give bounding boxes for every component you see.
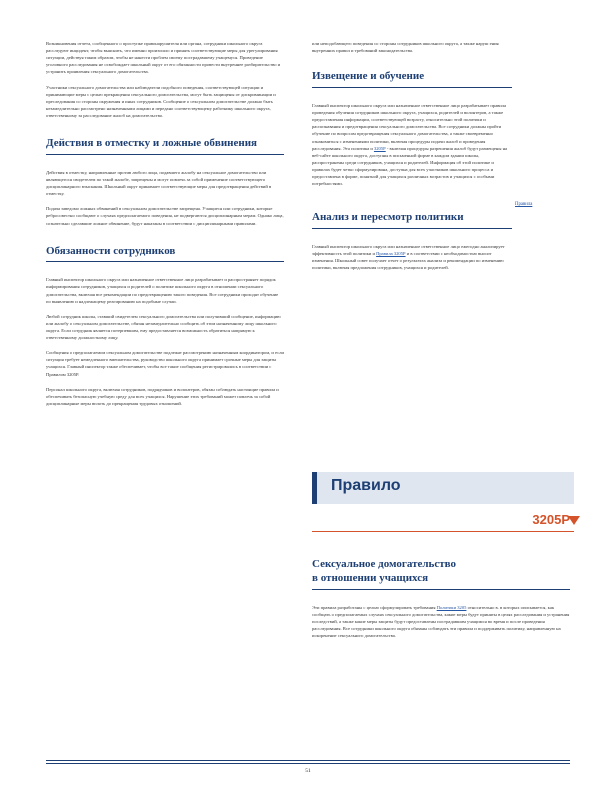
paragraph: Главный инспектор школьного округа или назначенное ответственное лицо разрабатывает и распространяет порядок информирования сотрудников, учащихся и родителей о политике школьного округа в отношении сексуального домогательства, включая все рекомендации по предотвращению такого поведения. Все сотрудники проходят обучение по выявлению и надлежащему реагированию на подобные случаи. xyxy=(46,277,279,304)
footer-divider xyxy=(46,760,570,761)
paragraph: Действия в отместку, направленные против любого лица, подавшего жалобу на сексуальное домогательство или являющегося свидетелем по такой жалобе, запрещены и могут повлечь за собой применение соответствующего дисциплинарного взыскания. Школьный округ принимает соответствующие меры для предотвращения действий в отместку. xyxy=(46,169,272,197)
paragraph: или неподобающего поведения со стороны сотрудников школьного округа, а также наруш ения внутренних правил и требований законодательства. xyxy=(312,41,499,54)
paragraph: Участники сексуального домогательства или наблюдатели подобного поведения, соответствующей ситуации и принимающие меры с целью прекращения сексуального домогательства, могут быть защищены от дискриминации и преследования со стороны окружения и иных сотрудников. Сообщение о сексуальном домогательстве должно быть незамедлительно рассмотрено назначенными лицами и передано соответствующему работнику школьного округа, ответственному за расследование жалоб на домогательство. xyxy=(46,84,276,118)
paragraph: Любой сотрудник школы, ставший свидетелем сексуального домогательства или получивший сообщение, информацию или жалобу о сексуальном домогательстве, обязан незамедлительно сообщить об этом назначенному лицу школьного округа. Если сотрудник является потерпевшим, ему предоставляется возможность обратиться напрямую к ответственному должностному лицу. xyxy=(46,313,281,341)
paragraph-text: Главный инспектор школьного округа или назначенное ответственное лицо разрабатывает правила проведения обучения сотрудников школьного округа, учащихся, родителей и волонтеров, а также предоставления информации, соответствующей возрасту, относительно этой политики и распознавания и предотвращения сексуального домогательства. Все сотрудники должны пройти обучение по вопросам предотвращения сексуального домогательства, а также своевременно ознакомиться с изменениями политики, включая процедуры подачи жалоб и проведения расследования. Эта политика и xyxy=(312,102,507,151)
rule-3205r-link[interactable]: Правила 3205Р xyxy=(376,251,406,257)
section-heading-notice-training: Извещение и обучение xyxy=(312,70,512,88)
right-column-lower xyxy=(312,558,570,647)
paragraph xyxy=(312,243,512,271)
divider xyxy=(312,531,574,532)
page-number: 51 xyxy=(305,768,311,774)
paragraph: Подача заведомо ложных обвинений в сексуальном домогательстве запрещена. Учащиеся или сотрудники, которые ребросовестно сообщают о случаях предполагаемого поведения, не подвергаются дисциплинарным мерам. Однако лица, сознательно сделавшие ложное обвинение, будут наказаны в соответствии с дисциплинарными правилами. xyxy=(46,206,284,226)
down-arrow-icon xyxy=(568,516,580,525)
section-heading-sexual-harassment: Сексуальное домогательство в отношении учащихся xyxy=(312,558,570,590)
side-rule-link[interactable]: Правила xyxy=(515,202,533,207)
paragraph-text: и в соответствии с необходимостью вносит изменения. Школьный совет получает отчет о результатах анализа и рекомендации по изменению политики, включая предложения сотрудников, учащихся и родителей. xyxy=(312,251,504,271)
rule-banner-label: Правило xyxy=(331,477,401,494)
section-heading-false-accusations: Действия в отместку и ложные обвинения xyxy=(46,137,284,155)
section-heading-analysis-review: Анализ и пересмотр политики xyxy=(312,211,512,229)
paragraph-text: - включая процедуры разрешения жалоб будут размещены на веб-сайте школьного округа, доступны в письменной форме в каждом здании школы, распространены среди сотрудников, учащихся и родителей. Информация об этой политике и правилах будет четко сформулирована, доступна для всех участников школьного процесса и предоставлена в форме, понятной для учащихся различных возрастов и учащихся с особыми потребностями. xyxy=(312,145,508,187)
footer-divider xyxy=(46,763,570,764)
paragraph xyxy=(312,604,570,640)
paragraph-text: относительно в. в которых описывается, как сообщать о предполагаемых случаях сексуального домогательства, какие меры будут приняты в целях расследования и устранения последствий, а также какие меры защиты будут предоставлены пострадавшим учащимся во время и после проведения расследования. Все сотрудники школьного округа обязаны соблюдать эти правила и поддерживать политику, направленную на искоренение сексуального домогательства. xyxy=(312,604,570,638)
left-column xyxy=(46,0,284,415)
policy-3205-link[interactable]: Политики 3205 xyxy=(436,604,467,610)
paragraph xyxy=(312,102,512,187)
rule-banner xyxy=(312,472,574,504)
paragraph-text: Эти правила разработаны с целью сформулировать требования xyxy=(312,604,436,610)
section-heading-employee-duties: Обязанности сотрудников xyxy=(46,245,284,263)
paragraph-text: Главный инспектор школьного округа или назначенное ответственное лицо ежегодно анализирует эффективность этой политики и xyxy=(312,244,505,257)
rule-number: 3205Р xyxy=(532,512,570,527)
right-column xyxy=(312,0,512,279)
paragraph: Сообщения о предполагаемом сексуальном домогательстве подлежат рассмотрению назначенным координатором, и если ситуация требует немедленного вмешательства, руководство школьного округа принимает срочные меры для защиты учащихся. Главный инспектор также обеспечивает, чтобы все такие сообщения регистрировались в соответствии с Правилом 3205Р. xyxy=(46,350,284,377)
paragraph: Возникновения отчета, сообщенного о проступке правонарушителя или органа, сотрудники школьного округа расследуют инцидент, чтобы выяснить, что именно произошло и принять соответствующие меры для урегулирования ситуации, действуя таким образом, чтобы не нанести проблем своему пострадавшему учащемуся. Проведение уголовного расследования не освобождает школьный округ от его обязанности провести внутреннее разбирательство и устранить проявления сексуального домогательства. xyxy=(46,41,281,75)
paragraph: Персонал школьного округа, включая сотрудников, подрядчиков и волонтеров, обязан соблюдать настоящие правила и обеспечивать безопасную учебную среду для всех учащихся. Нарушение этих требований может повлечь за собой дисциплинарные меры вплоть до прекращения трудовых отношений. xyxy=(46,386,279,406)
rule-3205r-link[interactable]: 3205Р xyxy=(373,145,386,151)
